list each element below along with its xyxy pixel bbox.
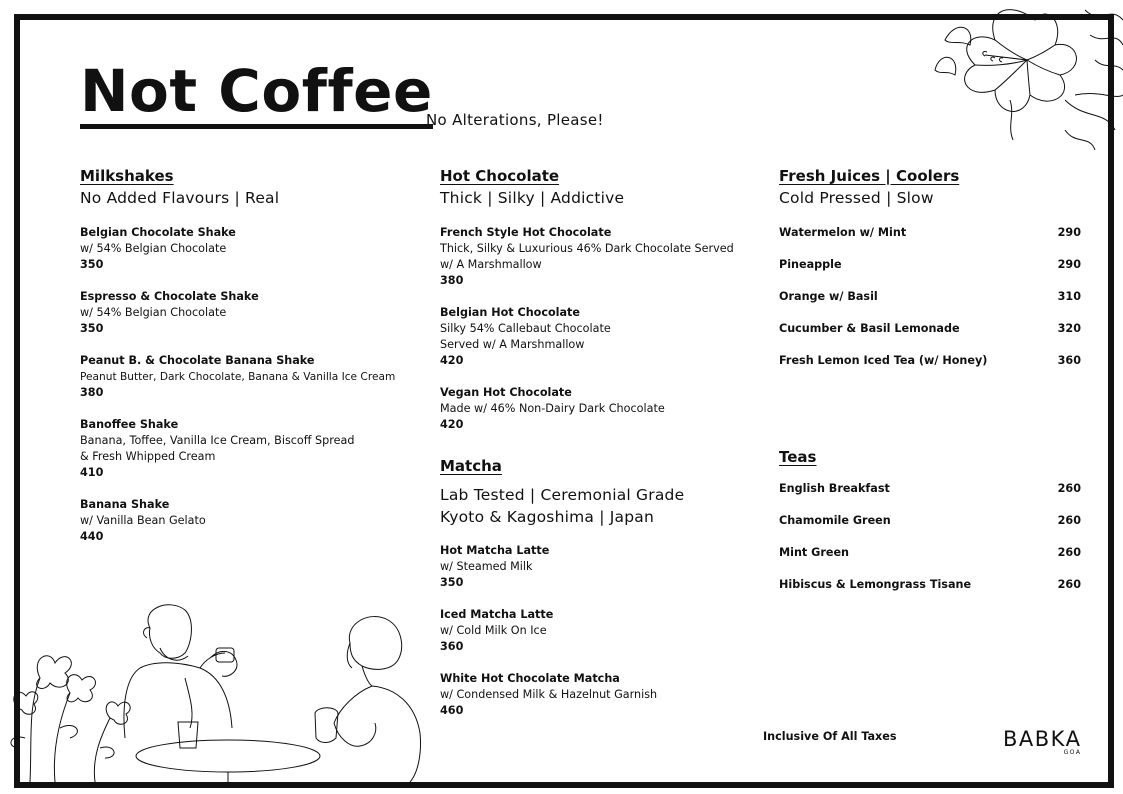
menu-item bbox=[440, 385, 770, 433]
menu-item bbox=[80, 225, 410, 273]
item-price: 440 bbox=[80, 530, 104, 543]
item-name: Iced Matcha Latte bbox=[440, 608, 554, 621]
menu-item bbox=[779, 289, 1081, 305]
menu-item bbox=[80, 353, 420, 401]
menu-item bbox=[779, 257, 1081, 273]
menu-item bbox=[779, 545, 1081, 561]
hot-chocolate-tagline: Thick | Silky | Addictive bbox=[440, 189, 625, 207]
item-price: 360 bbox=[1057, 354, 1081, 367]
item-description: w/ 54% Belgian Chocolate bbox=[80, 306, 227, 319]
item-price: 260 bbox=[1057, 546, 1081, 559]
item-price: 460 bbox=[440, 704, 464, 717]
item-name: Espresso & Chocolate Shake bbox=[80, 290, 259, 303]
page-title: Not Coffee bbox=[80, 62, 433, 129]
item-name: Watermelon w/ Mint bbox=[779, 226, 907, 239]
item-price: 380 bbox=[80, 386, 104, 399]
item-name: Orange w/ Basil bbox=[779, 290, 878, 303]
juices-heading: Fresh Juices | Coolers bbox=[779, 167, 960, 185]
item-description: w/ Cold Milk On Ice bbox=[440, 624, 547, 637]
menu-item bbox=[440, 225, 760, 289]
logo-text: BABKA bbox=[1003, 727, 1082, 751]
item-price: 350 bbox=[80, 258, 104, 271]
item-name: English Breakfast bbox=[779, 482, 890, 495]
matcha-tagline bbox=[440, 484, 684, 528]
menu-item bbox=[80, 497, 410, 545]
item-name: Banoffee Shake bbox=[80, 418, 179, 431]
menu-item bbox=[779, 481, 1081, 497]
matcha-heading: Matcha bbox=[440, 457, 502, 475]
item-description: Made w/ 46% Non-Dairy Dark Chocolate bbox=[440, 402, 665, 415]
cafe-couple-illustration bbox=[0, 598, 430, 782]
item-description: w/ A Marshmallow bbox=[440, 258, 542, 271]
menu-item bbox=[779, 321, 1081, 337]
item-price: 260 bbox=[1057, 514, 1081, 527]
matcha-tagline-line: Kyoto & Kagoshima | Japan bbox=[440, 508, 655, 526]
item-name: Cucumber & Basil Lemonade bbox=[779, 322, 960, 335]
matcha-tagline-line: Lab Tested | Ceremonial Grade bbox=[440, 486, 685, 504]
logo-subtext: GOA bbox=[1063, 749, 1082, 756]
item-price: 290 bbox=[1057, 226, 1081, 239]
item-description: w/ Condensed Milk & Hazelnut Garnish bbox=[440, 688, 658, 701]
item-description: w/ Steamed Milk bbox=[440, 560, 533, 573]
hibiscus-flower-illustration bbox=[915, 0, 1123, 150]
item-name: Fresh Lemon Iced Tea (w/ Honey) bbox=[779, 354, 988, 367]
menu-item bbox=[779, 577, 1081, 593]
item-price: 420 bbox=[440, 354, 464, 367]
item-name: Belgian Hot Chocolate bbox=[440, 306, 580, 319]
item-price: 350 bbox=[80, 322, 104, 335]
menu-item bbox=[440, 543, 770, 591]
item-description: w/ Vanilla Bean Gelato bbox=[80, 514, 206, 527]
item-description: Served w/ A Marshmallow bbox=[440, 338, 585, 351]
item-name: Hot Matcha Latte bbox=[440, 544, 550, 557]
menu-item bbox=[779, 225, 1081, 241]
taxes-note: Inclusive Of All Taxes bbox=[763, 730, 897, 743]
menu-item bbox=[80, 417, 410, 481]
milkshakes-heading: Milkshakes bbox=[80, 167, 174, 185]
teas-heading: Teas bbox=[779, 448, 817, 466]
item-description: & Fresh Whipped Cream bbox=[80, 450, 216, 463]
item-price: 260 bbox=[1057, 482, 1081, 495]
babka-logo bbox=[1003, 728, 1081, 756]
item-price: 420 bbox=[440, 418, 464, 431]
item-price: 290 bbox=[1057, 258, 1081, 271]
juices-tagline: Cold Pressed | Slow bbox=[779, 189, 934, 207]
page-subtitle: No Alterations, Please! bbox=[426, 111, 604, 129]
item-price: 360 bbox=[440, 640, 464, 653]
item-price: 260 bbox=[1057, 578, 1081, 591]
item-name: White Hot Chocolate Matcha bbox=[440, 672, 620, 685]
menu-item bbox=[440, 305, 770, 369]
item-name: Chamomile Green bbox=[779, 514, 891, 527]
item-price: 320 bbox=[1057, 322, 1081, 335]
menu-item bbox=[80, 289, 410, 337]
item-description: Silky 54% Callebaut Chocolate bbox=[440, 322, 611, 335]
menu-item bbox=[440, 607, 770, 655]
item-name: Pineapple bbox=[779, 258, 842, 271]
item-description: Banana, Toffee, Vanilla Ice Cream, Biscoff Spread bbox=[80, 434, 355, 447]
menu-item bbox=[779, 513, 1081, 529]
item-price: 310 bbox=[1057, 290, 1081, 303]
item-price: 350 bbox=[440, 576, 464, 589]
item-price: 380 bbox=[440, 274, 464, 287]
item-description: Peanut Butter, Dark Chocolate, Banana & Vanilla Ice Cream bbox=[80, 371, 396, 383]
milkshakes-tagline: No Added Flavours | Real bbox=[80, 189, 280, 207]
item-name: Banana Shake bbox=[80, 498, 170, 511]
item-name: French Style Hot Chocolate bbox=[440, 226, 612, 239]
item-name: Hibiscus & Lemongrass Tisane bbox=[779, 578, 972, 591]
item-name: Vegan Hot Chocolate bbox=[440, 386, 572, 399]
item-description: Thick, Silky & Luxurious 46% Dark Chocolate Served bbox=[440, 242, 734, 255]
item-description: w/ 54% Belgian Chocolate bbox=[80, 242, 227, 255]
hot-chocolate-heading: Hot Chocolate bbox=[440, 167, 560, 185]
item-price: 410 bbox=[80, 466, 104, 479]
item-name: Belgian Chocolate Shake bbox=[80, 226, 236, 239]
item-name: Peanut B. & Chocolate Banana Shake bbox=[80, 354, 315, 367]
menu-item bbox=[440, 671, 770, 719]
menu-item bbox=[779, 353, 1081, 369]
item-name: Mint Green bbox=[779, 546, 850, 559]
